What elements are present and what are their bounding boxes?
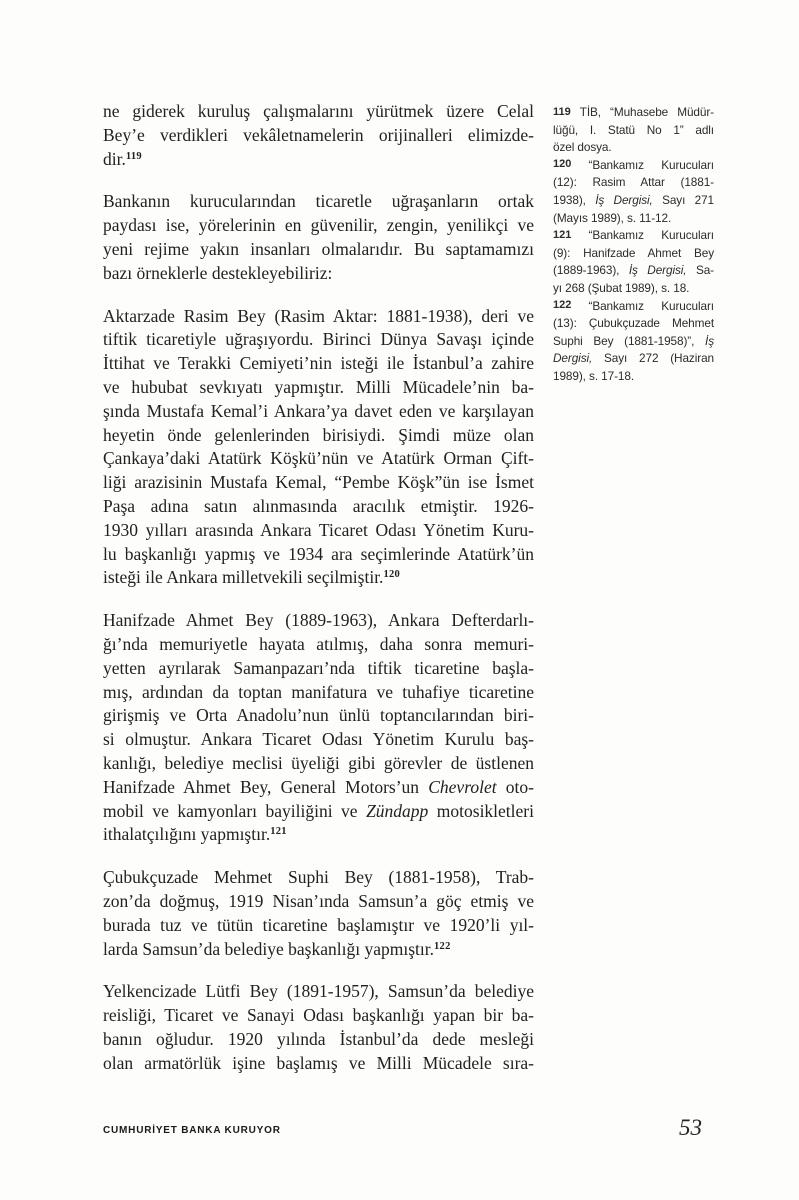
footnote: [553, 227, 714, 297]
paragraph: [103, 866, 534, 961]
text-line: [553, 139, 714, 157]
text-line: [103, 400, 534, 424]
text-segment: (13): Çubukçuzade Mehmet: [553, 316, 714, 331]
text-segment: girişmiş ve Orta Anadolu’nun ünlü toptancılarından biri-: [103, 705, 534, 726]
italic-text: İş Dergisi,: [595, 192, 653, 207]
text-line: [103, 890, 534, 914]
paragraph: [103, 100, 534, 171]
text-segment: Sayı 272 (Haziran: [592, 351, 714, 366]
text-line: [103, 376, 534, 400]
text-segment: yı 268 (Şubat 1989), s. 18.: [553, 280, 690, 295]
text-segment: motosikletleri: [428, 800, 534, 821]
page-number: 53: [679, 1115, 702, 1140]
text-segment: 1989), s. 17-18.: [553, 368, 635, 383]
text-segment: banın oğludur. 1920 yılında İstanbul’da dede mesleği: [103, 1028, 534, 1049]
italic-text: Chevrolet: [428, 776, 497, 797]
text-segment: Sa-: [686, 263, 714, 278]
text-line: [103, 1052, 534, 1076]
text-line: [103, 681, 534, 705]
text-segment: oto-: [496, 776, 534, 797]
text-segment: burada tuz ve tütün ticaretine başlamıştır ve 1920’li yıl-: [103, 914, 534, 935]
running-footer-title: CUMHURİYET BANKA KURUYOR: [103, 1125, 281, 1136]
text-segment: ne giderek kuruluş çalışmalarını yürütmek üzere Celal: [103, 101, 534, 121]
text-line: [103, 124, 534, 148]
text-segment: Çubukçuzade Mehmet Suphi Bey (1881-1958), Trab-: [103, 867, 534, 888]
text-line: [103, 1004, 534, 1028]
text-segment: Suphi Bey (1881-1958)”,: [553, 333, 706, 348]
text-line: [103, 328, 534, 352]
text-line: [103, 190, 534, 214]
paragraph: [103, 609, 534, 847]
text-line: [103, 823, 534, 847]
text-segment: ithalatçılığını yapmıştır.: [103, 824, 271, 845]
paragraph: [103, 190, 534, 285]
text-segment: (9): Hanifzade Ahmet Bey: [553, 245, 714, 260]
text-segment: ğı’nda memuriyetle hayata atılmış, daha sonra memuri-: [103, 633, 534, 654]
text-segment: Bankanın kurucularından ticaretle uğraşanların ortak: [103, 191, 534, 212]
text-line: [103, 495, 534, 519]
text-line: [103, 148, 534, 172]
text-segment: İttihat ve Terakki Cemiyeti’nin isteği ile İstanbul’a zahire: [103, 353, 534, 374]
footnote-ref: 122: [433, 940, 451, 952]
text-line: [103, 938, 534, 962]
text-segment: liği arazisinin Mustafa Kemal, “Pembe Köşk”ün ise İsmet: [103, 472, 534, 493]
text-line: [553, 315, 714, 333]
text-segment: kanlığı, belediye meclisi üyeliği gibi görevler de üstlenen: [103, 752, 534, 773]
text-segment: (Mayıs 1989), s. 11-12.: [553, 210, 672, 225]
paragraph: [103, 980, 534, 1075]
text-line: [553, 192, 714, 210]
text-line: [103, 776, 534, 800]
text-segment: ve hububat sevkıyatı yapmıştır. Milli Mücadele’nin ba-: [103, 376, 534, 397]
text-line: [553, 104, 714, 122]
text-line: [103, 704, 534, 728]
text-line: [103, 609, 534, 633]
text-line: [103, 1028, 534, 1052]
text-segment: mobil ve kamyonları bayiliğini ve: [103, 800, 367, 821]
italic-text: Zündapp: [366, 800, 429, 821]
text-segment: Bey’e verdikleri vekâletnamelerin orijinalleri elimizde-: [103, 124, 534, 145]
text-line: [103, 447, 534, 471]
italic-text: İş Dergisi,: [628, 263, 687, 278]
footnote-ref: 120: [383, 569, 401, 581]
text-line: [103, 262, 534, 286]
text-line: [103, 752, 534, 776]
text-line: [553, 350, 714, 368]
footnote: [553, 157, 714, 227]
text-line: [103, 100, 534, 124]
text-line: [103, 424, 534, 448]
text-segment: dir.: [103, 148, 126, 169]
text-segment: “Bankamız Kurucuları: [588, 157, 714, 172]
text-segment: Sayı 271: [652, 192, 714, 207]
text-segment: (1889-1963),: [553, 263, 629, 278]
text-segment: heyetin önde gelenlerinden birisiydi. Şimdi müze olan: [103, 424, 534, 445]
text-segment: larda Samsun’da belediye başkanlığı yapmıştır.: [103, 938, 434, 959]
footnote-number: 119: [553, 105, 580, 118]
body-text-column: [103, 100, 534, 1094]
text-line: [553, 157, 714, 175]
text-segment: 1930 yılları arasında Ankara Ticaret Odası Yönetim Kuru-: [103, 519, 534, 540]
text-line: [103, 305, 534, 329]
text-segment: özel dosya.: [553, 140, 612, 155]
text-segment: 1938),: [553, 192, 596, 207]
text-segment: reisliği, Ticaret ve Sanayi Odası başkanlığı yapan bir ba-: [103, 1005, 534, 1026]
footnotes-column: [553, 104, 714, 386]
text-segment: mış, ardından da toptan manifatura ve tuhafiye ticaretine: [103, 681, 534, 702]
text-line: [553, 333, 714, 351]
text-segment: zon’da doğmuş, 1919 Nisan’ında Samsun’a göç etmiş ve: [103, 890, 534, 911]
footnote: [553, 104, 714, 157]
text-line: [103, 800, 534, 824]
text-line: [103, 866, 534, 890]
text-line: [553, 122, 714, 140]
text-line: [553, 174, 714, 192]
text-line: [553, 368, 714, 386]
text-line: [103, 214, 534, 238]
text-line: [103, 543, 534, 567]
text-line: [103, 352, 534, 376]
footnote-number: 121: [553, 228, 589, 241]
footnote-number: 120: [553, 158, 589, 171]
text-segment: Hanifzade Ahmet Bey, General Motors’un: [103, 776, 429, 797]
footnote-number: 122: [553, 299, 589, 312]
paragraph: [103, 305, 534, 591]
text-segment: yetten ayrılarak Samanpazarı’nda tiftik ticaretine başla-: [103, 657, 534, 678]
text-segment: (12): Rasim Attar (1881-: [553, 175, 714, 190]
text-segment: lüğü, I. Statü No 1” adlı: [553, 122, 714, 137]
text-line: [553, 280, 714, 298]
text-segment: paydası ise, yörelerinin en güvenilir, zengin, yenilikçi ve: [103, 215, 534, 236]
text-segment: TİB, “Muhasebe Müdür-: [579, 105, 714, 119]
text-segment: yeni rejime yakın insanları olmalarıdır. Bu saptamamızı: [103, 238, 534, 259]
text-segment: si olmuştur. Ankara Ticaret Odası Yönetim Kurulu baş-: [103, 729, 534, 750]
text-line: [553, 298, 714, 316]
text-segment: olan armatörlük işine başlamış ve Milli Mücadele sıra-: [103, 1052, 534, 1073]
text-segment: bazı örneklerle destekleyebiliriz:: [103, 262, 333, 283]
text-line: [553, 245, 714, 263]
text-line: [103, 728, 534, 752]
text-segment: şında Mustafa Kemal’i Ankara’ya davet eden ve karşılayan: [103, 400, 534, 421]
text-line: [553, 210, 714, 228]
text-line: [103, 657, 534, 681]
text-line: [103, 980, 534, 1004]
text-line: [553, 227, 714, 245]
text-line: [103, 471, 534, 495]
text-segment: isteği ile Ankara milletvekili seçilmiştir.: [103, 567, 384, 588]
text-segment: Çankaya’daki Atatürk Köşkü’nün ve Atatürk Orman Çift-: [103, 448, 534, 469]
italic-text: İş: [705, 333, 714, 348]
text-line: [103, 914, 534, 938]
text-segment: Paşa adına satın alınmasında aracılık etmiştir. 1926-: [103, 495, 534, 516]
text-segment: Hanifzade Ahmet Bey (1889-1963), Ankara Defterdarlı-: [103, 610, 534, 631]
text-line: [103, 519, 534, 543]
footnote-ref: 119: [125, 150, 142, 162]
footnote: [553, 298, 714, 386]
text-line: [553, 262, 714, 280]
text-line: [103, 238, 534, 262]
text-line: [103, 633, 534, 657]
text-segment: “Bankamız Kurucuları: [588, 228, 714, 243]
text-segment: “Bankamız Kurucuları: [588, 298, 714, 313]
text-segment: Yelkencizade Lütfi Bey (1891-1957), Samsun’da belediye: [103, 981, 534, 1002]
footnote-ref: 121: [270, 826, 287, 838]
text-line: [103, 566, 534, 590]
text-segment: tiftik ticaretiyle uğraşıyordu. Birinci Dünya Savaşı içinde: [103, 329, 534, 350]
text-segment: Aktarzade Rasim Bey (Rasim Aktar: 1881-1938), deri ve: [103, 305, 534, 326]
text-segment: lu başkanlığı yapmış ve 1934 ara seçimlerinde Atatürk’ün: [103, 543, 534, 564]
italic-text: Dergisi,: [553, 351, 593, 366]
